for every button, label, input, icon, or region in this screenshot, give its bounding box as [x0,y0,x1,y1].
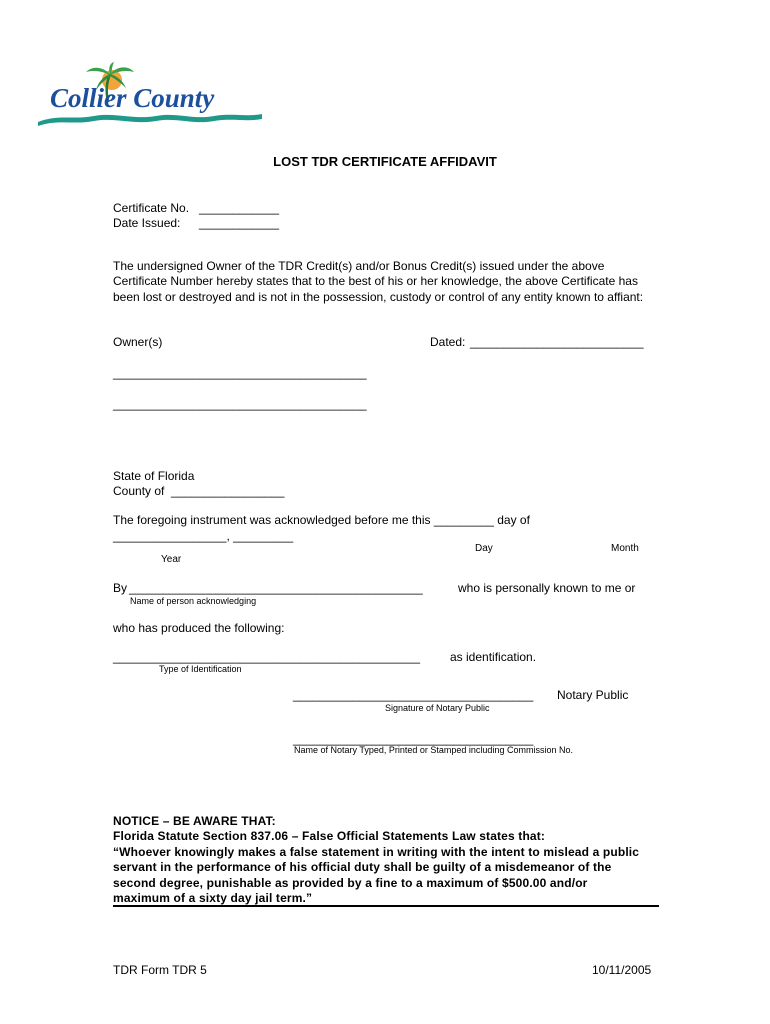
state-line: State of Florida [113,469,195,483]
owners-label: Owner(s) [113,335,163,349]
wave-icon [38,114,262,126]
county-label: County of [113,484,165,498]
county-blank[interactable]: _________________ [171,484,285,498]
notary-signature-blank[interactable]: ____________________________________ [293,688,534,702]
notice-line-2: “Whoever knowingly makes a false statement in writing with the intent to mislead a public [113,844,640,859]
dated-blank[interactable]: __________________________ [470,335,644,349]
year-caption: Year [161,554,182,565]
collier-county-logo [34,62,266,128]
acknowledged-line-2[interactable]: _________________, _________ [113,529,294,543]
month-caption: Month [611,543,639,554]
produced-line: who has produced the following: [113,621,285,635]
footer-date: 10/11/2005 [592,963,652,977]
notice-line-1: Florida Statute Section 837.06 – False Official Statements Law states that: [113,829,546,844]
acknowledged-line-1: The foregoing instrument was acknowledged before me this _________ day of [113,513,530,527]
notice-heading: NOTICE – BE AWARE THAT: [113,814,276,828]
by-suffix: who is personally known to me or [458,581,636,595]
notary-name-blank[interactable]: ____________________________________ [293,732,534,746]
owner-line-1[interactable]: ______________________________________ [113,366,367,380]
date-issued-label: Date Issued: [113,216,181,230]
by-prefix: By [113,581,128,595]
affidavit-paragraph: The undersigned Owner of the TDR Credit(s) and/or Bonus Credit(s) issued under the above Certificate Number hereby states that to the best of his or her knowledge, the above Certificate has been lost or destroyed and is not in the possession, custody or control of any entity known to affiant: [113,259,644,304]
certificate-no-label: Certificate No. [113,201,190,215]
identification-suffix: as identification. [450,650,537,664]
notice-line-5: maximum of a sixty day jail term.” [113,891,313,906]
by-caption: Name of person acknowledging [130,596,257,606]
notice-block [113,814,661,906]
day-caption: Day [475,543,493,554]
notary-public-label: Notary Public [557,688,629,702]
logo-text: Collier County [50,83,215,113]
notice-line-3: servant in the performance of his official duty shall be guilty of a misdemeanor of the [113,860,612,875]
notice-divider [113,905,659,907]
notary-signature-caption: Signature of Notary Public [385,703,490,713]
notary-name-caption: Name of Notary Typed, Printed or Stamped including Commission No. [294,745,573,755]
identification-blank[interactable]: ______________________________________________ [113,650,420,664]
date-issued-blank[interactable]: ____________ [199,216,280,230]
by-blank[interactable]: ____________________________________________ [129,581,423,595]
identification-caption: Type of Identification [159,664,242,674]
certificate-no-blank[interactable]: ____________ [199,201,280,215]
owner-line-2[interactable]: ______________________________________ [113,397,367,411]
notice-line-4: second degree, punishable as provided by a fine to a maximum of $500.00 and/or [113,875,588,890]
page-title: LOST TDR CERTIFICATE AFFIDAVIT [273,154,497,169]
dated-label: Dated: [430,335,466,349]
footer-form: TDR Form TDR 5 [113,963,207,977]
